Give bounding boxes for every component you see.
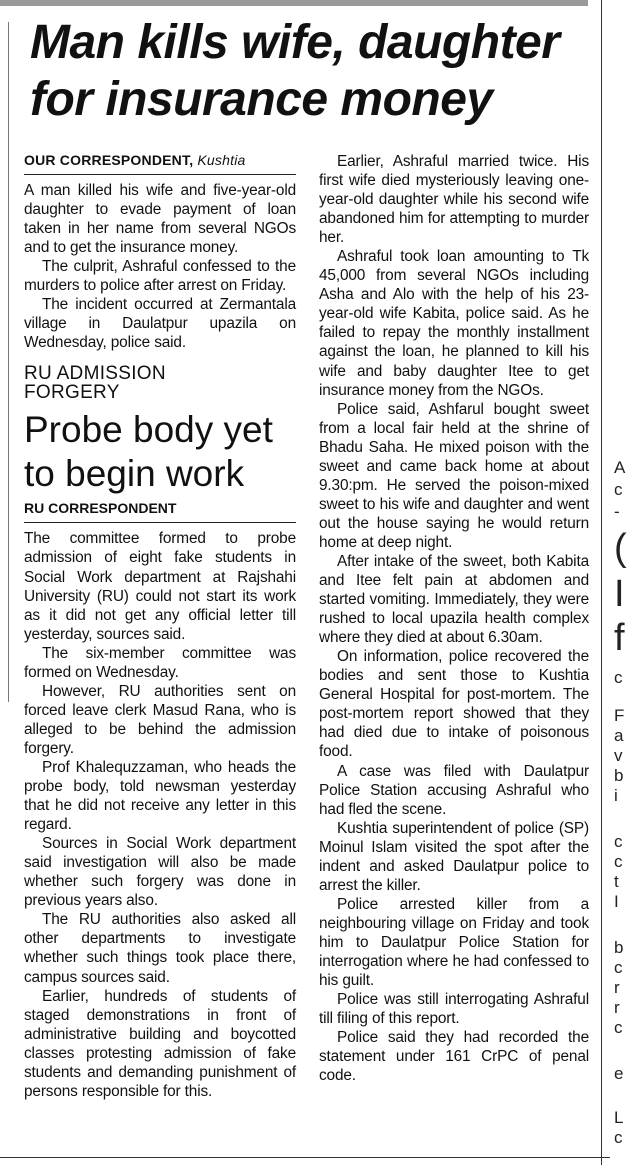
edge-fragment: b bbox=[614, 766, 624, 785]
column-divider-left bbox=[8, 22, 9, 702]
edge-fragment: c bbox=[614, 832, 623, 851]
edge-fragment: c bbox=[614, 668, 623, 687]
edge-fragment: c bbox=[614, 852, 623, 871]
byline-author: OUR CORRESPONDENT, bbox=[24, 152, 194, 168]
paragraph: Sources in Social Work department said investigation will also be made whether such forgery was done in previous years also. bbox=[24, 835, 296, 910]
edge-fragment: c bbox=[614, 958, 623, 977]
paragraph: Police was still interrogating Ashraful till filing of this report. bbox=[319, 991, 589, 1028]
article2-kicker bbox=[24, 364, 296, 402]
paragraph: Kushtia superintendent of police (SP) Moinul Islam visited the spot after the indent and asked Daulatpur police to arrest the killer. bbox=[319, 819, 589, 894]
edge-fragment: b bbox=[614, 938, 624, 957]
column-divider-right bbox=[601, 0, 602, 1165]
paragraph: The culprit, Ashraful confessed to the murders to police after arrest on Friday. bbox=[24, 258, 296, 295]
edge-fragment: v bbox=[614, 746, 623, 765]
top-rule bbox=[0, 0, 588, 6]
edge-fragment: r bbox=[614, 998, 620, 1017]
paragraph: Police said, Ashfarul bought sweet from a local fair held at the shrine of Bhadu Saha. He mixed poison with the sweet and came back home at about 9.30:pm. He served the poison-mixed sweet to his wife and daughter and went out the house saying he would return home at deep night. bbox=[319, 400, 589, 551]
paragraph: Police arrested killer from a neighbouring village on Friday and took him to Daulatpur Police Station for interrogation where he had confessed to his guilt. bbox=[319, 895, 589, 990]
paragraph: After intake of the sweet, both Kabita and Itee felt pain at abdomen and started vomiting. Immediately, they were rushed to local upazila health complex where they died at about 6.30am. bbox=[319, 552, 589, 647]
article2-body bbox=[24, 529, 296, 1100]
article1-right-body bbox=[319, 152, 589, 1085]
article-byline bbox=[24, 152, 296, 175]
edge-fragment: I bbox=[614, 573, 625, 615]
edge-fragment: A bbox=[614, 458, 626, 477]
paragraph: Earlier, hundreds of students of staged demonstrations in front of administrative building and boycotted classes protesting admission of fake students and demanding punishment of persons responsible for this. bbox=[24, 987, 296, 1100]
paragraph: On information, police recovered the bodies and sent those to Kushtia General Hospital for post-mortem. The post-mortem report showed that they had died due to intake of poisonous food. bbox=[319, 648, 589, 761]
paragraph: Prof Khalequzzaman, who heads the probe body, told newsman yesterday that he did not receive any letter in this regard. bbox=[24, 758, 296, 834]
edge-fragment: c bbox=[614, 480, 623, 499]
left-column bbox=[24, 152, 296, 1101]
paragraph: Ashraful took loan amounting to Tk 45,000 from several NGOs including Asha and Alo with the help of his 23-year-old wife Kabita, police said. As he failed to repay the monthly installment against the loan, he planned to kill his wife and baby daughter Itee to get insurance money from the NGOs. bbox=[319, 248, 589, 399]
edge-fragment: f bbox=[614, 617, 625, 659]
edge-fragment: F bbox=[614, 706, 625, 725]
edge-fragment: - bbox=[614, 502, 620, 521]
edge-fragment: i bbox=[614, 786, 618, 805]
paragraph: The six-member committee was formed on Wednesday. bbox=[24, 644, 296, 681]
paragraph: A case was filed with Daulatpur Police Station accusing Ashraful who had fled the scene. bbox=[319, 762, 589, 818]
bottom-rule bbox=[0, 1157, 610, 1158]
kicker-line: RU ADMISSION bbox=[24, 363, 166, 385]
paragraph: A man killed his wife and five-year-old daughter to evade payment of loan taken in her name from several NGOs and to get the insurance money. bbox=[24, 182, 296, 257]
edge-fragment: c bbox=[614, 1128, 623, 1147]
paragraph: Earlier, Ashraful married twice. His first wife died mysteriously leaving one-year-old daughter while his second wife abandoned him for attempting to murder her. bbox=[319, 153, 589, 247]
paragraph: The incident occurred at Zermantala village in Daulatpur upazila on Wednesday, police said. bbox=[24, 296, 296, 352]
kicker-line: FORGERY bbox=[24, 382, 120, 404]
paragraph: The committee formed to probe admission of eight fake students in Social Work department at Rajshahi University (RU) could not start its work as it did not get any official letter till yesterday, sources said. bbox=[24, 530, 296, 643]
article2-byline: RU CORRESPONDENT bbox=[24, 500, 296, 523]
article-headline: Man kills wife, daughter for insurance money bbox=[30, 16, 560, 126]
adjacent-column-edge bbox=[597, 0, 627, 1165]
byline-place: Kushtia bbox=[197, 152, 246, 168]
edge-fragment: t bbox=[614, 872, 619, 891]
edge-fragment: c bbox=[614, 1018, 623, 1037]
article1-left-body bbox=[24, 181, 296, 352]
article2-headline: Probe body yet to begin work bbox=[24, 409, 273, 495]
edge-fragment: L bbox=[614, 1108, 624, 1127]
paragraph: However, RU authorities sent on forced leave clerk Masud Rana, who is alleged to be behind the admission forgery. bbox=[24, 682, 296, 757]
edge-fragment: r bbox=[614, 978, 620, 997]
paragraph: The RU authorities also asked all other departments to investigate whether such things took place there, campus sources said. bbox=[24, 911, 296, 986]
edge-fragment: a bbox=[614, 726, 624, 745]
edge-fragment: I bbox=[614, 892, 619, 911]
edge-fragment: e bbox=[614, 1064, 624, 1083]
right-column bbox=[319, 152, 589, 1085]
paragraph: Police said they had recorded the statement under 161 CrPC of penal code. bbox=[319, 1029, 589, 1085]
edge-fragment: ( bbox=[614, 527, 627, 569]
